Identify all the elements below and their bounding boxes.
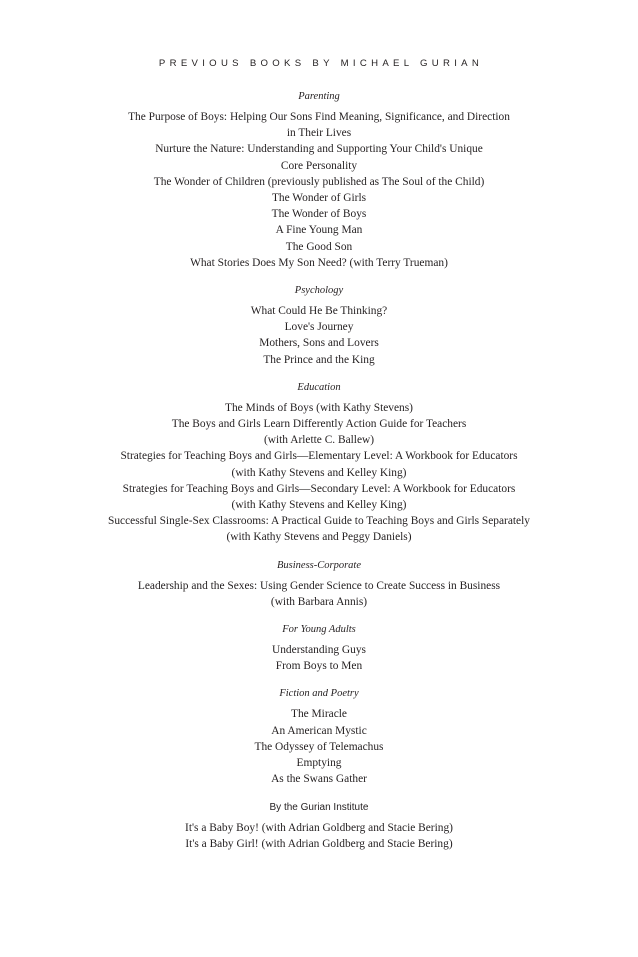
book-entry-line: Emptying <box>296 757 342 770</box>
section-title: Psychology <box>294 285 344 297</box>
book-entry-line: (with Arlette C. Ballew) <box>263 434 375 447</box>
book-entry-line: The Prince and the King <box>263 353 375 366</box>
book-entry-line: in Their Lives <box>286 127 352 140</box>
section-title: Education <box>297 381 341 393</box>
book-entry <box>0 481 638 513</box>
book-entry <box>0 352 638 368</box>
book-entry-line: Love's Journey <box>284 321 354 334</box>
section-title: Business-Corporate <box>277 559 361 571</box>
book-entry-line: Successful Single-Sex Classrooms: A Practical Guide to Teaching Boys and Girls Separately <box>108 515 530 528</box>
book-entry-line: Strategies for Teaching Boys and Girls—Secondary Level: A Workbook for Educators <box>122 482 516 495</box>
book-section <box>0 558 638 610</box>
book-entry-line: Nurture the Nature: Understanding and Supporting Your Child's Unique <box>155 143 483 156</box>
book-entry <box>0 642 638 658</box>
section-title: For Young Adults <box>282 624 356 636</box>
book-entry <box>0 448 638 480</box>
book-entry <box>0 578 638 610</box>
book-entry-line: The Wonder of Boys <box>271 208 367 221</box>
book-entry <box>0 303 638 319</box>
book-entry-line: As the Swans Gather <box>271 773 367 786</box>
book-entry <box>0 416 638 448</box>
book-entry <box>0 513 638 545</box>
book-entry <box>0 222 638 238</box>
book-entry <box>0 836 638 852</box>
book-entry-line: Core Personality <box>280 159 358 172</box>
book-entry <box>0 255 638 271</box>
book-entry <box>0 723 638 739</box>
book-section <box>0 283 638 368</box>
section-title: Fiction and Poetry <box>279 688 359 700</box>
book-entry <box>0 755 638 771</box>
book-entry-line: The Purpose of Boys: Helping Our Sons Find Meaning, Significance, and Direction <box>128 111 510 123</box>
book-entry <box>0 771 638 787</box>
book-entry-line: Mothers, Sons and Lovers <box>259 337 379 350</box>
book-entry-line: The Boys and Girls Learn Differently Action Guide for Teachers <box>171 418 467 431</box>
book-entry-line: (with Kathy Stevens and Kelley King) <box>231 466 407 479</box>
section-title: By the Gurian Institute <box>269 801 369 813</box>
book-entry <box>0 319 638 335</box>
book-section <box>0 800 638 852</box>
book-entry-line: A Fine Young Man <box>275 224 363 237</box>
book-entry <box>0 658 638 674</box>
book-section <box>0 686 638 787</box>
book-entry <box>0 400 638 416</box>
book-entry <box>0 739 638 755</box>
book-entry <box>0 335 638 351</box>
book-entry-line: An American Mystic <box>271 724 367 737</box>
book-entry <box>0 706 638 722</box>
book-entry-line: The Wonder of Girls <box>271 192 367 205</box>
book-entry-line: What Could He Be Thinking? <box>250 305 388 318</box>
book-entry-line: From Boys to Men <box>275 660 363 673</box>
book-entry-line: (with Kathy Stevens and Peggy Daniels) <box>226 531 412 544</box>
book-section <box>0 89 638 271</box>
book-entry <box>0 141 638 173</box>
book-entry-line: (with Kathy Stevens and Kelley King) <box>231 499 407 512</box>
book-entry-line: Leadership and the Sexes: Using Gender Science to Create Success in Business <box>137 579 501 592</box>
book-entry-line: The Minds of Boys (with Kathy Stevens) <box>225 401 413 414</box>
book-entry-line: The Good Son <box>285 240 353 253</box>
book-entry <box>0 820 638 836</box>
book-entry-line: The Odyssey of Telemachus <box>254 740 384 753</box>
book-section <box>0 622 638 674</box>
book-entry <box>0 206 638 222</box>
book-entry <box>0 174 638 190</box>
book-entry <box>0 239 638 255</box>
book-entry-line: (with Barbara Annis) <box>270 595 368 608</box>
book-entry-line: It's a Baby Girl! (with Adrian Goldberg and Stacie Bering) <box>185 837 453 850</box>
book-list <box>0 89 638 852</box>
section-title: Parenting <box>298 91 340 102</box>
book-section <box>0 380 638 546</box>
book-entry-line: The Miracle <box>291 708 347 721</box>
page-header: PREVIOUS BOOKS BY MICHAEL GURIAN <box>158 58 484 69</box>
book-entry-line: What Stories Does My Son Need? (with Terry Trueman) <box>190 256 448 269</box>
book-entry <box>0 190 638 206</box>
book-entry <box>0 109 638 141</box>
book-entry-line: Strategies for Teaching Boys and Girls—Elementary Level: A Workbook for Educators <box>120 450 518 463</box>
book-entry-line: Understanding Guys <box>272 644 366 657</box>
book-entry-line: It's a Baby Boy! (with Adrian Goldberg and Stacie Bering) <box>185 821 453 834</box>
book-entry-line: The Wonder of Children (previously published as The Soul of the Child) <box>153 175 485 188</box>
